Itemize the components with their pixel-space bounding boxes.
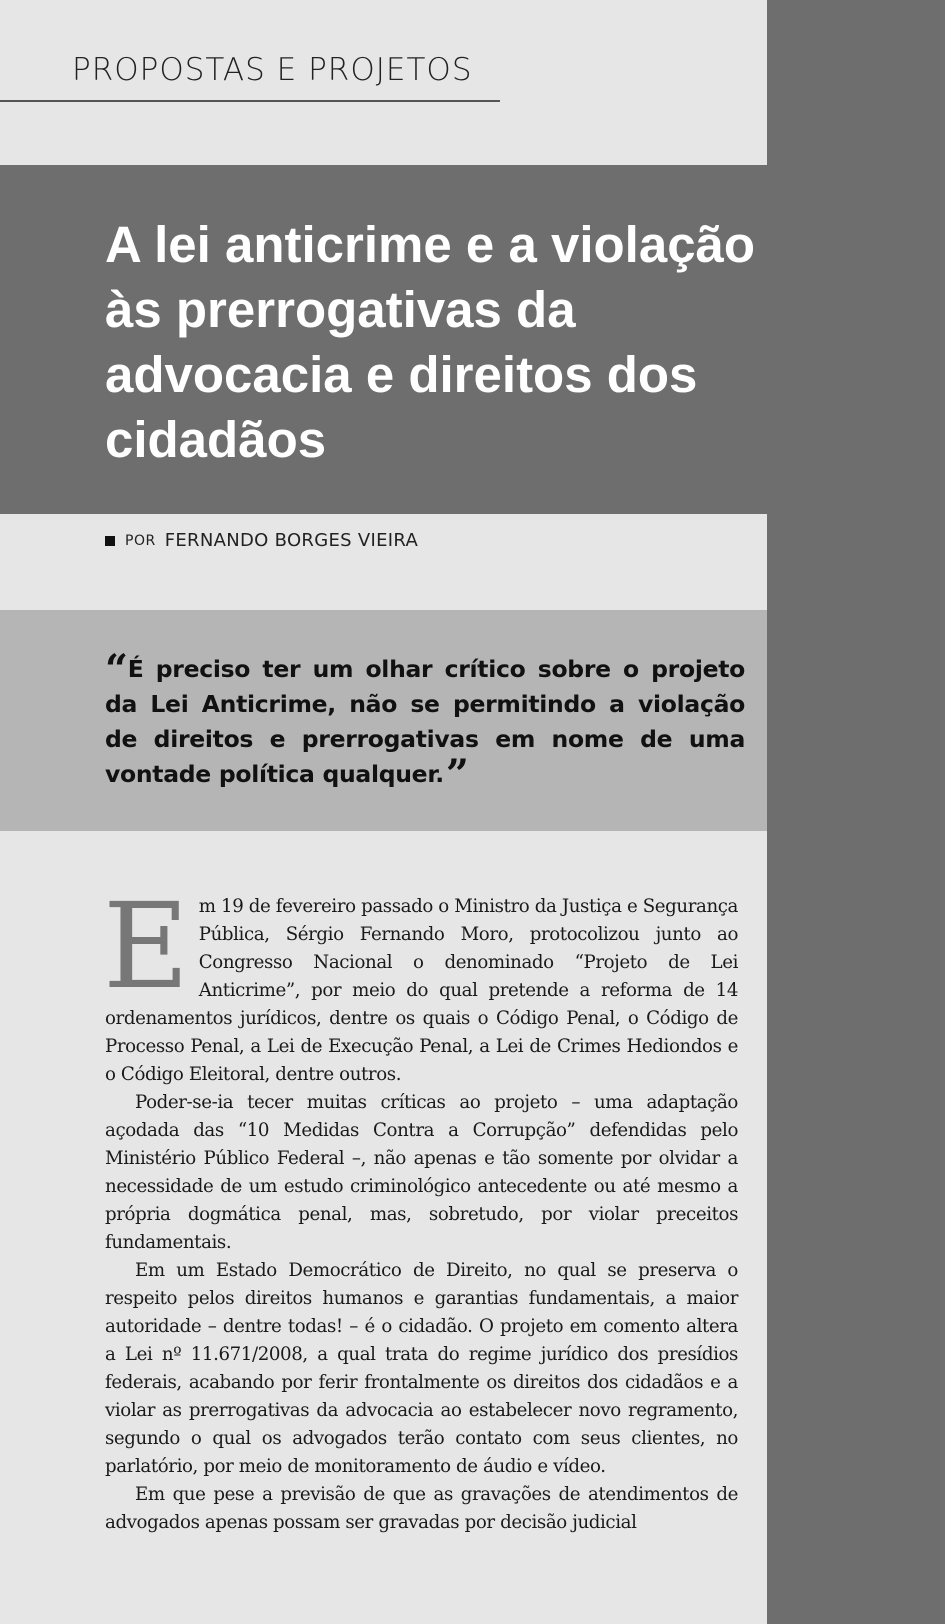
square-bullet-icon — [105, 536, 115, 546]
paragraph-3: Em um Estado Democrático de Direito, no qual se preserva o respeito pelos direitos humanos e garantias fundamentais, a maior autoridade – dentre todas! – é o cidadão. O projeto em comento altera a Lei nº 11.671/2008, a qual trata do regime jurídico dos presídios federais, acabando por ferir frontalmente os direitos dos cidadãos e a violar as prerrogativas da advocacia ao estabelecer novo regramento, segundo o qual os advogados terão contato com seus clientes, no parlatório, por meio de monitoramento de áudio e vídeo. — [105, 1260, 738, 1477]
article-body — [103, 877, 738, 1537]
drop-cap: E — [103, 877, 189, 1015]
pull-quote-text: É preciso ter um olhar crítico sobre o projeto da Lei Anticrime, não se permitindo a violação de direitos e prerrogativas em nome de uma vontade política qualquer. — [105, 655, 745, 788]
open-quote-mark: “ — [105, 646, 128, 693]
close-quote-mark: ” — [445, 751, 469, 798]
article-title: A lei anticrime e a violação às prerrogativas da advocacia e direitos dos cidadãos — [105, 216, 756, 468]
pull-quote — [105, 646, 745, 798]
byline — [105, 530, 418, 551]
section-divider — [0, 100, 500, 102]
paragraph-2: Poder-se-ia tecer muitas críticas ao projeto – uma adaptação açodada das “10 Medidas Contra a Corrupção” defendidas pelo Ministério Público Federal –, não apenas e tão somente por olvidar a necessidade de um estudo criminológico antecedente ou até mesmo a própria dogmática penal, mas, sobretudo, por violar preceitos fundamentais. — [105, 1092, 738, 1253]
author-name: FERNANDO BORGES VIEIRA — [164, 530, 419, 551]
paragraph-1-text: m 19 de fevereiro passado o Ministro da Justiça e Segurança Pública, Sérgio Fernando Moro, protocolizou junto ao Congresso Nacional o denominado “Projeto de Lei Anticrime”, por meio do qual pretende a reforma de 14 ordenamentos jurídicos, dentre os quais o Código Penal, o Código de Processo Penal, a Lei de Execução Penal, a Lei de Crimes Hediondos e o Código Eleitoral, dentre outros. — [105, 896, 738, 1085]
byline-prefix: POR — [125, 532, 156, 549]
side-margin-bar — [767, 0, 945, 1624]
paragraph-4: Em que pese a previsão de que as gravações de atendimentos de advogados apenas possam ser gravadas por decisão judicial — [105, 1484, 738, 1533]
section-header: PROPOSTAS E PROJETOS — [72, 52, 473, 88]
paragraph-1 — [103, 877, 738, 1089]
